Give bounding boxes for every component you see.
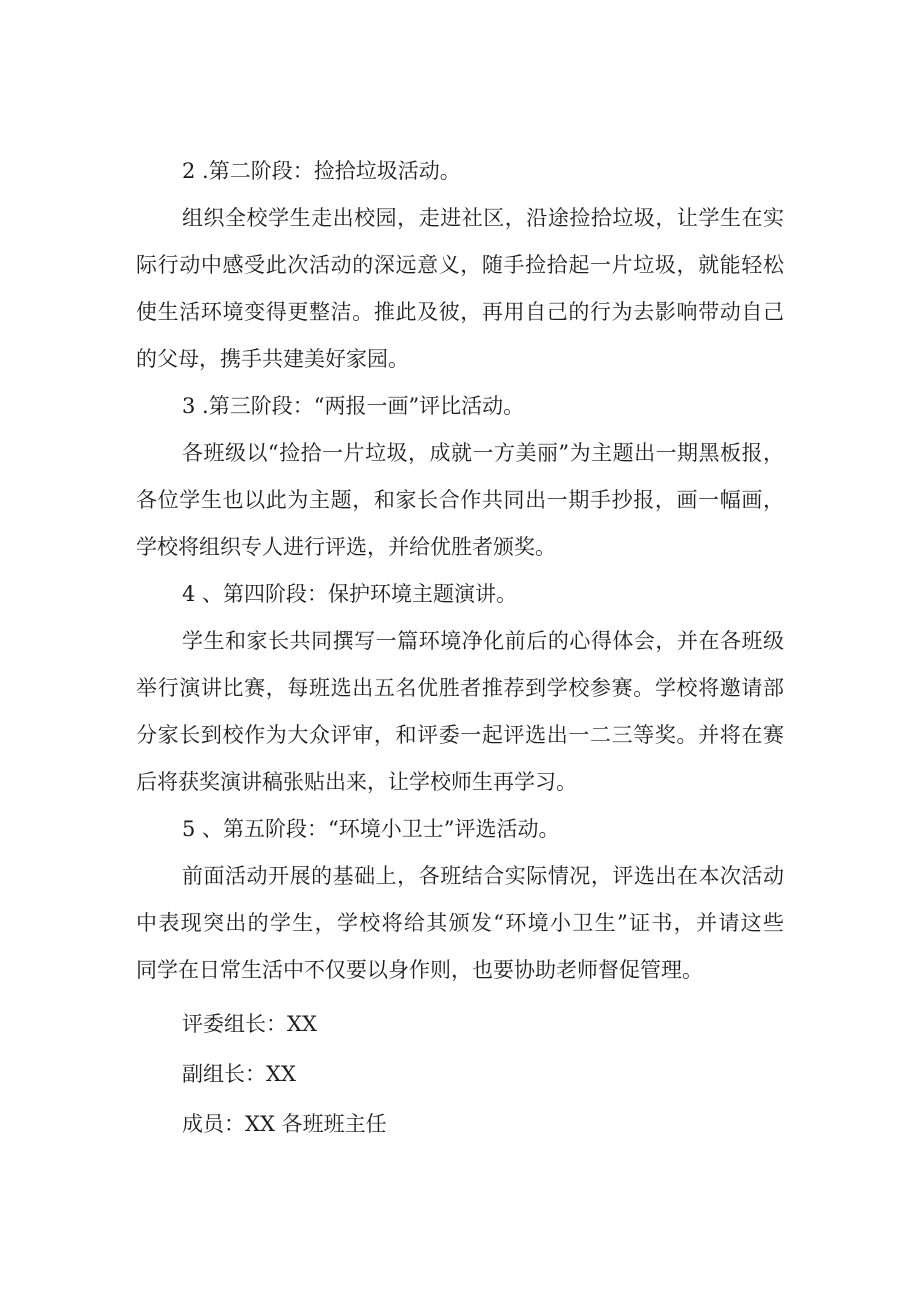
paragraph-line: 同学在日常生活中不仅要以身作则，也要协助老师督促管理。 (136, 958, 703, 982)
paragraph-line: 后将获奖演讲稿张贴出来，让学校师生再学习。 (136, 770, 577, 794)
paragraph-line: 际行动中感受此次活动的深远意义，随手捡拾起一片垃圾，就能轻松 (136, 253, 784, 277)
paragraph-line: 中表现突出的学生，学校将给其颁发“环境小卫生”证书，并请这些 (136, 911, 784, 935)
paragraph-line: 使生活环境变得更整洁。推此及彼，再用自己的行为去影响带动自己 (136, 300, 784, 324)
paragraph-line: 学校将组织专人进行评选，并给优胜者颁奖。 (136, 535, 556, 559)
paragraph-line: 学生和家长共同撰写一篇环境净化前后的心得体会，并在各班级 (182, 629, 784, 653)
paragraph-line: 举行演讲比赛，每班选出五名优胜者推荐到学校参赛。学校将邀请部 (136, 676, 784, 700)
paragraph-line: 前面活动开展的基础上，各班结合实际情况，评选出在本次活动 (182, 864, 784, 888)
paragraph-line: 组织全校学生走出校园，走进社区，沿途捡拾垃圾，让学生在实 (182, 206, 784, 230)
section-heading: 3 .第三阶段：“两报一画”评比活动。 (182, 394, 525, 418)
paragraph-line: 各位学生也以此为主题，和家长合作共同出一期手抄报，画一幅画， (136, 488, 784, 512)
committee-list (136, 999, 784, 1149)
section-heading: 2 .第二阶段：捡拾垃圾活动。 (182, 159, 461, 183)
section-heading: 4 、第四阶段：保护环境主题演讲。 (182, 582, 518, 606)
committee-members: 成员：XX 各班班主任 (182, 1112, 387, 1136)
paragraph-line: 分家长到校作为大众评审，和评委一起评选出一二三等奖。并将在赛 (136, 723, 784, 747)
paragraph-line: 各班级以“捡拾一片垃圾，成就一方美丽”为主题出一期黑板报， (182, 441, 784, 465)
section-heading: 5 、第五阶段：“环境小卫士”评选活动。 (182, 817, 560, 841)
document-body (136, 148, 784, 1149)
paragraph-line: 的父母，携手共建美好家园。 (136, 347, 409, 371)
committee-leader: 评委组长：XX (182, 1012, 317, 1036)
committee-deputy: 副组长：XX (182, 1062, 296, 1086)
